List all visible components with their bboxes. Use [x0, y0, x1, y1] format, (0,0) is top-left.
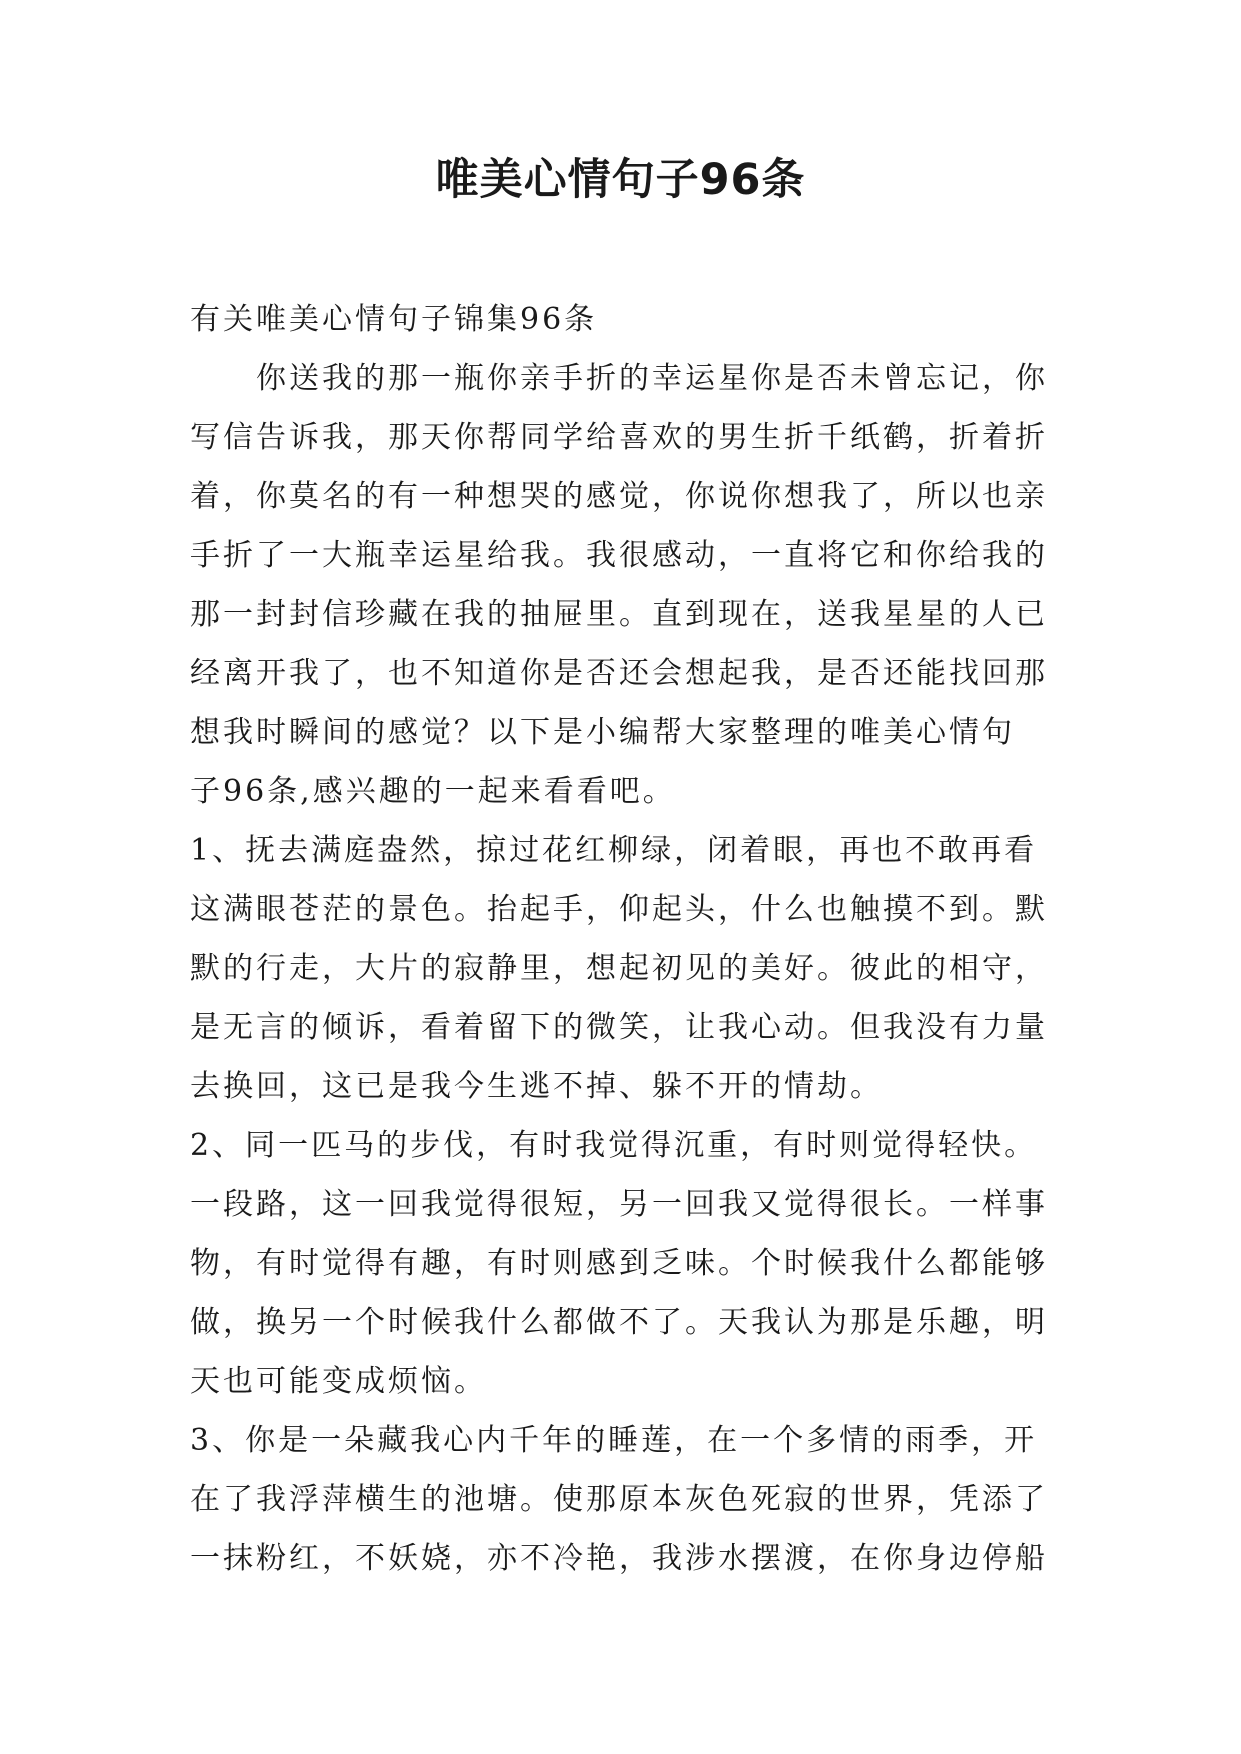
list-item-line: 2、同一匹马的步伐，有时我觉得沉重，有时则觉得轻快。 [190, 1128, 1038, 1163]
list-item-line: 去换回，这已是我今生逃不掉、躲不开的情劫。 [190, 1069, 883, 1104]
list-item-line: 天也可能变成烦恼。 [190, 1364, 487, 1399]
list-item-line: 做，换另一个时候我什么都做不了。天我认为那是乐趣，明 [190, 1305, 1048, 1340]
list-item-line: 1、抚去满庭盎然，掠过花红柳绿，闭着眼，再也不敢再看 [190, 833, 1038, 868]
paragraph-line: 那一封封信珍藏在我的抽屉里。直到现在，送我星星的人已 [190, 597, 1048, 632]
paragraph-line: 手折了一大瓶幸运星给我。我很感动，一直将它和你给我的 [190, 538, 1048, 573]
list-item-line: 这满眼苍茫的景色。抬起手，仰起头，什么也触摸不到。默 [190, 892, 1048, 927]
list-item-line: 物，有时觉得有趣，有时则感到乏味。个时候我什么都能够 [190, 1246, 1048, 1281]
list-item-line: 一段路，这一回我觉得很短，另一回我又觉得很长。一样事 [190, 1187, 1048, 1222]
paragraph-line: 经离开我了，也不知道你是否还会想起我，是否还能找回那 [190, 656, 1048, 691]
paragraph-line: 写信告诉我，那天你帮同学给喜欢的男生折千纸鹤，折着折 [190, 420, 1048, 455]
paragraph-line: 想我时瞬间的感觉？以下是小编帮大家整理的唯美心情句 [190, 715, 1015, 750]
subtitle-line: 有关唯美心情句子锦集96条 [190, 302, 598, 337]
paragraph-line: 子96条,感兴趣的一起来看看吧。 [190, 774, 676, 809]
list-item-line: 默的行走，大片的寂静里，想起初见的美好。彼此的相守， [190, 951, 1048, 986]
list-item-line: 在了我浮萍横生的池塘。使那原本灰色死寂的世界，凭添了 [190, 1482, 1048, 1517]
document-body [190, 290, 1070, 1588]
list-item-line: 是无言的倾诉，看着留下的微笑，让我心动。但我没有力量 [190, 1010, 1048, 1045]
paragraph-line: 你送我的那一瓶你亲手折的幸运星你是否未曾忘记，你 [256, 361, 1048, 396]
list-item-line: 3、你是一朵藏我心内千年的睡莲，在一个多情的雨季，开 [190, 1423, 1038, 1458]
document-title: 唯美心情句子96条 [435, 155, 806, 205]
paragraph-line: 着，你莫名的有一种想哭的感觉，你说你想我了，所以也亲 [190, 479, 1048, 514]
list-item-line: 一抹粉红，不妖娆，亦不冷艳，我涉水摆渡，在你身边停船 [190, 1541, 1048, 1576]
